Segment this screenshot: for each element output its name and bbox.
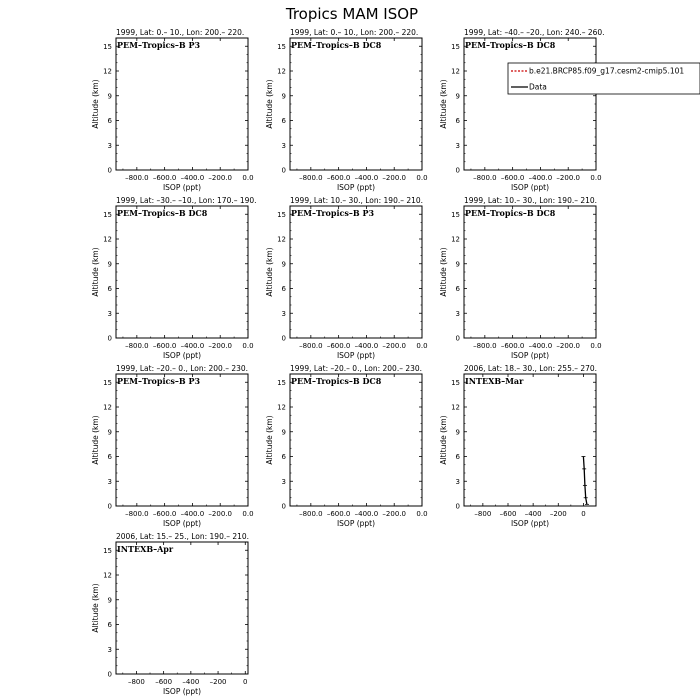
x-axis-label: ISOP (ppt)	[510, 183, 550, 192]
x-tick-label: 0.0	[416, 174, 428, 182]
y-axis-label: Altitude (km)	[91, 415, 100, 465]
x-tick-label: –400.0	[354, 174, 379, 182]
subplot-header: 1999, Lat: 10.– 30., Lon: 190.– 210.	[290, 196, 424, 205]
y-tick-label: 6	[455, 453, 460, 461]
x-tick-label: –200.0	[208, 342, 232, 350]
y-tick-label: 0	[455, 166, 460, 175]
y-tick-label: 15	[451, 42, 460, 51]
campaign-label: PEM–Tropics–B DC8	[291, 40, 382, 50]
legend	[508, 63, 700, 94]
y-tick-label: 9	[455, 92, 460, 101]
subplot-6	[439, 196, 602, 360]
campaign-label: PEM–Tropics–B P3	[117, 40, 201, 50]
plot-frame	[290, 374, 422, 506]
y-axis-label: Altitude (km)	[265, 247, 274, 297]
y-tick-label: 6	[281, 453, 286, 461]
x-tick-label: –200	[209, 678, 227, 686]
y-tick-label: 12	[103, 67, 112, 76]
subplot-1	[91, 28, 254, 192]
y-tick-label: 6	[281, 285, 286, 293]
x-tick-label: –600.0	[152, 342, 177, 350]
x-tick-label: –800	[127, 678, 145, 686]
subplot-header: 1999, Lat: –40.– –20., Lon: 240.– 260.	[464, 28, 605, 37]
y-tick-label: 0	[281, 502, 286, 511]
y-tick-label: 9	[107, 428, 112, 437]
y-tick-label: 0	[281, 166, 286, 175]
x-tick-label: –800.0	[125, 174, 149, 182]
subplot-9	[439, 364, 597, 528]
legend-label: b.e21.BRCP85.f09_g17.cesm2-cmip5.101	[529, 66, 685, 76]
y-tick-label: 12	[451, 403, 460, 412]
x-tick-label: –800	[474, 510, 492, 518]
subplot-header: 1999, Lat: –20.– 0., Lon: 200.– 230.	[290, 364, 423, 373]
x-tick-label: –600	[155, 678, 173, 686]
y-tick-label: 3	[455, 477, 460, 486]
x-tick-label: –400.0	[528, 342, 553, 350]
subplot-header: 1999, Lat: –20.– 0., Lon: 200.– 230.	[116, 364, 249, 373]
subplot-header: 1999, Lat: 0.– 10., Lon: 200.– 220.	[116, 28, 245, 37]
y-tick-label: 15	[451, 378, 460, 387]
subplot-7	[91, 364, 254, 528]
y-tick-label: 0	[107, 166, 112, 175]
x-axis-label: ISOP (ppt)	[162, 687, 202, 696]
x-axis-label: ISOP (ppt)	[336, 519, 376, 528]
x-tick-label: –800.0	[125, 342, 149, 350]
x-tick-label: 0.0	[590, 342, 602, 350]
y-axis-label: Altitude (km)	[439, 415, 448, 465]
x-tick-label: –200.0	[382, 342, 406, 350]
y-tick-label: 0	[455, 502, 460, 511]
subplot-8	[265, 364, 428, 528]
x-tick-label: –200.0	[208, 510, 232, 518]
y-tick-label: 9	[107, 260, 112, 269]
x-tick-label: 0	[243, 678, 248, 686]
y-axis-label: Altitude (km)	[439, 79, 448, 129]
plot-frame	[290, 38, 422, 170]
y-tick-label: 9	[281, 428, 286, 437]
y-tick-label: 6	[455, 117, 460, 125]
x-tick-label: –600.0	[326, 174, 351, 182]
y-tick-label: 6	[107, 117, 112, 125]
y-tick-label: 6	[281, 117, 286, 125]
y-tick-label: 15	[103, 378, 112, 387]
subplot-2	[265, 28, 428, 192]
subplot-3	[439, 28, 605, 192]
y-tick-label: 0	[107, 334, 112, 343]
x-tick-label: –400.0	[180, 510, 205, 518]
y-tick-label: 9	[281, 92, 286, 101]
y-tick-label: 9	[107, 92, 112, 101]
x-tick-label: –400.0	[354, 342, 379, 350]
x-tick-label: –800.0	[473, 174, 497, 182]
campaign-label: PEM–Tropics–B DC8	[465, 208, 556, 218]
y-tick-label: 15	[103, 42, 112, 51]
y-tick-label: 3	[281, 141, 286, 150]
x-tick-label: –200	[549, 510, 567, 518]
x-tick-label: 0.0	[590, 174, 602, 182]
x-tick-label: –600	[499, 510, 517, 518]
y-tick-label: 12	[103, 403, 112, 412]
y-tick-label: 15	[103, 210, 112, 219]
y-tick-label: 6	[107, 621, 112, 629]
y-tick-label: 15	[451, 210, 460, 219]
subplot-4	[91, 196, 257, 360]
y-axis-label: Altitude (km)	[439, 247, 448, 297]
subplot-5	[265, 196, 428, 360]
subplot-header: 1999, Lat: 0.– 10., Lon: 200.– 220.	[290, 28, 419, 37]
y-tick-label: 12	[277, 67, 286, 76]
y-axis-label: Altitude (km)	[265, 415, 274, 465]
campaign-label: PEM–Tropics–B P3	[117, 376, 201, 386]
y-tick-label: 15	[277, 378, 286, 387]
subplot-10	[91, 532, 249, 696]
subplot-header: 2006, Lat: 15.– 25., Lon: 190.– 210.	[116, 532, 250, 541]
x-tick-label: –400	[182, 678, 200, 686]
x-tick-label: 0.0	[242, 510, 254, 518]
x-tick-label: –600.0	[152, 174, 177, 182]
plot-frame	[464, 206, 596, 338]
y-tick-label: 9	[281, 260, 286, 269]
plot-frame	[116, 374, 248, 506]
x-tick-label: –200.0	[382, 174, 406, 182]
y-axis-label: Altitude (km)	[91, 583, 100, 633]
x-tick-label: –600.0	[326, 510, 351, 518]
subplot-header: 1999, Lat: –30.– –10., Lon: 170.– 190.	[116, 196, 257, 205]
x-tick-label: –600.0	[152, 510, 177, 518]
campaign-label: PEM–Tropics–B P3	[291, 208, 375, 218]
x-axis-label: ISOP (ppt)	[510, 519, 550, 528]
x-axis-label: ISOP (ppt)	[162, 183, 202, 192]
y-tick-label: 9	[455, 428, 460, 437]
x-axis-label: ISOP (ppt)	[336, 351, 376, 360]
y-tick-label: 0	[107, 670, 112, 679]
y-tick-label: 3	[455, 309, 460, 318]
x-tick-label: –800.0	[299, 510, 323, 518]
legend-label: Data	[529, 82, 547, 92]
x-tick-label: –600.0	[500, 342, 525, 350]
subplot-header: 1999, Lat: 10.– 30., Lon: 190.– 210.	[464, 196, 598, 205]
x-tick-label: –200.0	[382, 510, 406, 518]
x-tick-label: –800.0	[125, 510, 149, 518]
x-tick-label: –400.0	[528, 174, 553, 182]
y-tick-label: 6	[107, 453, 112, 461]
y-tick-label: 12	[103, 235, 112, 244]
x-axis-label: ISOP (ppt)	[510, 351, 550, 360]
x-tick-label: –200.0	[208, 174, 232, 182]
y-tick-label: 9	[107, 596, 112, 605]
x-tick-label: 0.0	[416, 510, 428, 518]
y-tick-label: 15	[103, 546, 112, 555]
x-tick-label: –400.0	[180, 174, 205, 182]
y-tick-label: 0	[281, 334, 286, 343]
y-tick-label: 3	[281, 309, 286, 318]
plot-frame	[116, 542, 248, 674]
plot-frame	[290, 206, 422, 338]
campaign-label: INTEXB–Mar	[465, 376, 524, 386]
x-tick-label: 0.0	[242, 342, 254, 350]
x-tick-label: –600.0	[500, 174, 525, 182]
campaign-label: PEM–Tropics–B DC8	[117, 208, 208, 218]
x-tick-label: –800.0	[299, 174, 323, 182]
subplot-header: 2006, Lat: 18.– 30., Lon: 255.– 270.	[464, 364, 598, 373]
x-axis-label: ISOP (ppt)	[162, 519, 202, 528]
figure-title: Tropics MAM ISOP	[285, 5, 419, 23]
y-tick-label: 12	[277, 235, 286, 244]
x-tick-label: –400	[524, 510, 542, 518]
y-tick-label: 12	[451, 67, 460, 76]
y-tick-label: 15	[277, 210, 286, 219]
x-tick-label: –200.0	[556, 174, 580, 182]
x-axis-label: ISOP (ppt)	[162, 351, 202, 360]
y-tick-label: 12	[103, 571, 112, 580]
x-tick-label: –600.0	[326, 342, 351, 350]
series-line-data	[583, 457, 587, 505]
plot-frame	[464, 38, 596, 170]
y-axis-label: Altitude (km)	[265, 79, 274, 129]
y-tick-label: 6	[455, 285, 460, 293]
x-tick-label: –400.0	[180, 342, 205, 350]
y-tick-label: 12	[277, 403, 286, 412]
y-tick-label: 3	[107, 309, 112, 318]
y-tick-label: 0	[107, 502, 112, 511]
y-tick-label: 15	[277, 42, 286, 51]
plot-frame	[116, 206, 248, 338]
campaign-label: INTEXB–Apr	[117, 544, 174, 554]
x-tick-label: 0	[581, 510, 586, 518]
plot-frame	[464, 374, 596, 506]
y-tick-label: 3	[107, 141, 112, 150]
y-tick-label: 3	[281, 477, 286, 486]
campaign-label: PEM–Tropics–B DC8	[291, 376, 382, 386]
x-tick-label: –800.0	[473, 342, 497, 350]
y-tick-label: 3	[455, 141, 460, 150]
y-tick-label: 6	[107, 285, 112, 293]
x-tick-label: 0.0	[242, 174, 254, 182]
y-tick-label: 9	[455, 260, 460, 269]
x-tick-label: 0.0	[416, 342, 428, 350]
x-tick-label: –200.0	[556, 342, 580, 350]
x-axis-label: ISOP (ppt)	[336, 183, 376, 192]
campaign-label: PEM–Tropics–B DC8	[465, 40, 556, 50]
y-axis-label: Altitude (km)	[91, 79, 100, 129]
y-tick-label: 0	[455, 334, 460, 343]
y-axis-label: Altitude (km)	[91, 247, 100, 297]
plot-frame	[116, 38, 248, 170]
x-tick-label: –400.0	[354, 510, 379, 518]
y-tick-label: 3	[107, 645, 112, 654]
x-tick-label: –800.0	[299, 342, 323, 350]
y-tick-label: 12	[451, 235, 460, 244]
panels-group	[91, 28, 605, 696]
y-tick-label: 3	[107, 477, 112, 486]
